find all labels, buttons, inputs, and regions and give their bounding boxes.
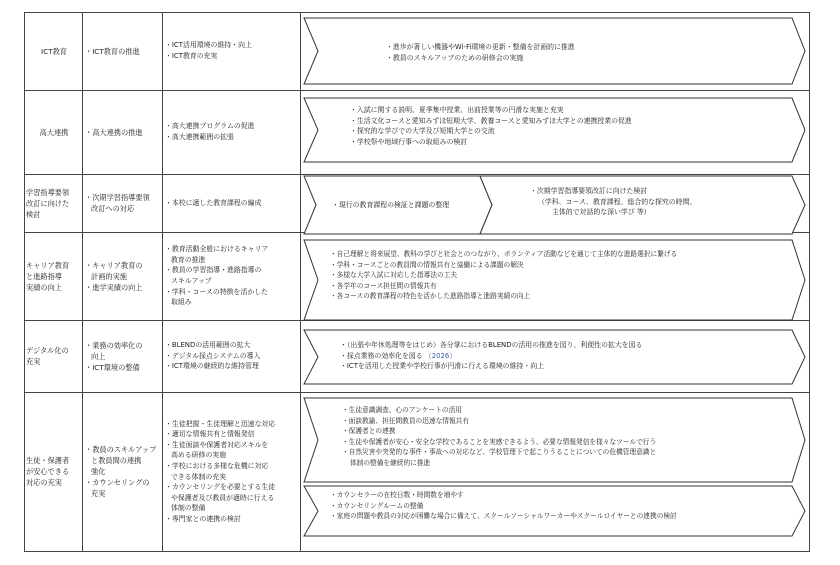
measure-text: ・高大連携プログラムの促進 [165,122,255,131]
category-text: が安心できる [26,467,70,476]
category-text: 対応の充実 [26,478,62,487]
measure-text: ・生徒把握・生徒理解と迅速な対応 [165,419,276,428]
plan-text-block [332,200,449,211]
plan-text-block [342,405,656,469]
category-text: ICT教育 [41,46,67,56]
measure-text: 教育の推進 [171,255,206,264]
goal-text: ・教員のスキルアップ [85,445,157,454]
plan-text: ・自然災害や突発的な事件・事故への対応など、学校管理下で起こりうることについての危機管理意識と [342,448,657,457]
plan-text: ・現行の教育課程の検証と課題の整理 [332,201,450,209]
measure-text: スキルアップ [171,277,212,285]
plan-text: ・学科・コースごとの教員間の情報共有と協働による課題の解決 [330,260,524,269]
goal-text: ・業務の効率化の [85,340,143,350]
measure-text: ・学校における多様な危機に対応 [165,461,269,470]
measure-text: ・本校に適した教育課程の編成 [165,198,262,207]
plan-text: ・家庭の問題や教員の対応が困難な場合に備えて、スクールソーシャルワーカーやスクールロイヤーとの連携の検討 [330,512,677,521]
measure-text: 高める研修の実施 [171,451,227,460]
plan-text: ・生徒や保護者が安心・安全な学校であることを実感できるよう、必要な情報発信を様々なツールで行う [342,437,657,446]
plan-text-block [530,186,696,218]
goal-text: 充実 [91,489,106,498]
measure-text: ・BLENDの活用範囲の拡大 [165,341,251,350]
measure-text: 取組み [171,298,192,307]
plan-text: ・各学年のコース担任間の情報共有 [330,281,437,290]
plan-text: ・採点業務の効率化を図る [340,351,423,360]
goal-text: 強化 [91,467,106,476]
measure-text: ・学科・コースの特徴を活かした [165,287,269,296]
goal-text: 改訂への対応 [91,204,135,213]
category-text: 検討 [26,209,41,219]
measure-text: ・ICT教育の充実 [165,52,218,60]
plan-text: ・進歩が著しい機器やWi-Fi環境の更新・整備を計画的に推進 [386,43,575,51]
category-text: 学習指導要領 [26,187,70,197]
plan-text: ・次期学習指導要領改訂に向けた検討 [530,187,648,195]
plan-text: 主体的で対話的な深い学び 等） [552,208,651,217]
measure-text: ・生徒面談や保護者対応スキルを [165,440,269,449]
plan-text-block [340,340,642,372]
measure-text: ・高大連携範囲の拡張 [165,133,234,141]
measure-text: ・デジタル採点システムの導入 [165,351,261,360]
category-text: 実績の向上 [26,282,62,292]
plan-text: ・カウンセラーの在校日数・時間数を増やす [330,491,464,499]
plan-text: （学科、コース、教育課程、総合的な探究の時間、 [538,197,697,206]
category-text: デジタル化の [26,346,69,355]
measure-text: 体制の整備 [171,504,206,513]
measure-text: ・教育活動全般におけるキャリア [165,245,269,254]
plan-text-block [330,249,677,302]
category-text: キャリア教育 [26,260,70,270]
plan-text: ・入試に関する説明、夏季集中授業、出前授業等の円滑な実施と充実 [350,106,564,114]
plan-text: ・多様な大学入試に対応した指導法の工夫 [330,271,458,280]
plan-text-block [350,105,632,147]
plan-text: ・各コースの教育課程の特色を活かした進路指導と進路実績の向上 [330,292,531,301]
plan-text: ・学校祭や地域行事への取組みの検討 [350,137,468,146]
plan-text: 体制の整備を継続的に推進 [350,458,431,467]
plan-text-block [386,42,575,63]
category-text: 生徒・保護者 [26,456,70,465]
category-text: 高大連携 [39,127,69,137]
measure-text: ・適切な情報共有と情報発信 [165,430,255,439]
category-text: 改訂に向けた [26,198,70,208]
goal-text: ・進学実績の向上 [85,282,143,292]
measure-text: ・ICT活用環境の維持・向上 [165,41,252,50]
plan-year-text: （2026） [424,351,457,360]
goal-text: と教員間の連携 [91,456,142,465]
plan-text: ・自己理解と将来展望、教科の学びと社会とのつながり、ボランティア活動などを通じて主体的な進路選択に繋げる [330,250,678,258]
plan-text: ・ICTを活用した授業や学校行事が円滑に行える環境の維持・向上 [340,362,544,371]
goal-text: ・キャリア教育の [85,260,143,270]
category-text: と進路指導 [26,271,62,281]
goal-text: ・ICT教育の推進 [85,46,140,56]
measure-text: ・専門家との連携の検討 [165,514,241,523]
goal-text: 計画的実施 [91,271,127,281]
measure-text: ・カウンセリングを必要とする生徒 [165,483,276,492]
measure-text: できる体制の充実 [171,472,227,481]
goal-text: ・ICT環境の整備 [85,362,140,372]
category-text: 充実 [26,357,41,366]
plan-text: ・保護者との連携 [342,427,396,436]
goal-text: 向上 [91,351,106,361]
plan-text: ・カウンセリングルームの整備 [330,501,424,510]
measure-text: ・教員の学習指導・進路指導の [165,266,262,275]
plan-text: ・生徒意識調査、心のアンケートの活用 [342,406,462,414]
plan-text-block [330,490,677,522]
measure-text: ・ICT環境の継続的な維持管理 [165,362,259,371]
plan-text: ・面談教諭、担任間教員の迅速な情報共有 [342,416,470,425]
plan-text: ・教員のスキルアップのための研修会の実施 [386,53,524,62]
goal-text: ・次期学習指導要領 [85,193,150,202]
goal-text: ・カウンセリングの [85,478,150,487]
plan-text: ・（出張や年休処理等をはじめ）各分掌におけるBLENDの活用の推進を図り、利便性の拡大を図る [340,341,643,349]
plan-text: ・生活文化コースと愛知みずほ短期大学、教養コースと愛知みずほ大学との連携授業の促進 [350,116,632,125]
measure-text: や保護者及び教員が適時に行える [171,493,275,502]
plan-text: ・探究的な学びでの大学及び短期大学との交流 [350,127,495,136]
goal-text: ・高大連携の推進 [85,127,143,137]
